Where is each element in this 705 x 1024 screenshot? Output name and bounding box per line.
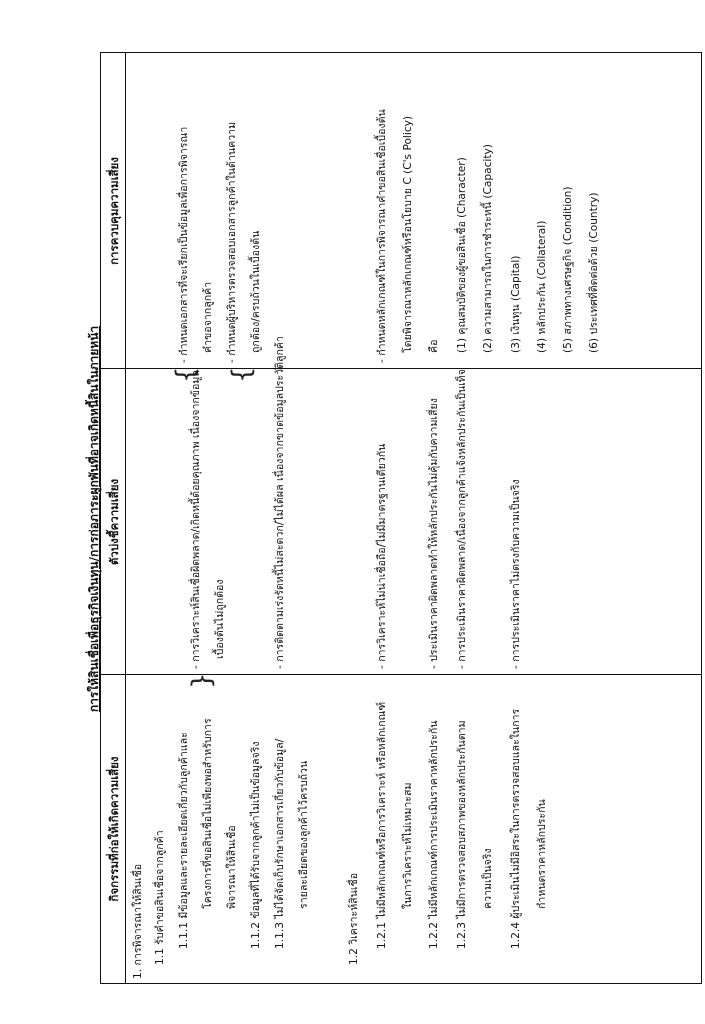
activity-line: 1.2.1 ไม่มีหลักเกณฑ์หรือการวิเคราะห์ หรือหลักเกณฑ์ — [376, 701, 388, 949]
activity-line: 1.1 รับคำขอสินเชื่อจากลูกค้า — [154, 830, 166, 965]
activity-line: โครงการที่ขอสินเชื่อไม่เพียงพอสำหรับการ — [202, 718, 214, 909]
activity-line: รายละเอียดของลูกค้าไว้ครบถ้วน — [298, 760, 310, 909]
header-activity: กิจกรรมที่ก่อให้เกิดความเสี่ยง — [107, 756, 121, 902]
brace-icon: } — [187, 672, 217, 689]
brace-icon: { — [171, 366, 201, 383]
activity-line: ความเป็นจริง — [482, 848, 494, 909]
indicator-line: - การประเมินราคาไม่ตรงกับความเป็นจริง — [510, 479, 522, 669]
indicator-line: - ประเมินราคาผิดพลาดทำให้หลักประกันไม่คุ้มกับความเสี่ยง — [428, 398, 440, 669]
control-line: (4) หลักประกัน (Collateral) — [536, 220, 548, 353]
control-line: (5) สภาพทางเศรษฐกิจ (Condition) — [562, 186, 574, 353]
activity-line: กำหนดราคาหลักประกัน — [536, 799, 548, 909]
indicator-line: - การวิเคราะห์ไม่น่าเชื่อถือ/ไม่มีมาตรฐานเดียวกัน — [376, 443, 388, 669]
activity-line: 1.2.3 ไม่มีการตรวจสอบสภาพของหลักประกันตาม — [456, 720, 468, 949]
control-line: (1) คุณสมบัติของผู้ขอสินเชื่อ (Character) — [456, 157, 468, 353]
indicator-line: - การติดตามเร่งรัดหนี้ไม่สะดวก/ไม่ได้ผล เนื่องจากขาดข้อมูลประวัติลูกค้า — [274, 336, 286, 669]
activity-line: 1.2.2 ไม่มีหลักเกณฑ์การประเมินราคาหลักประกัน — [428, 720, 440, 949]
activity-line: พิจารณาให้สินเชื่อ — [226, 825, 238, 909]
control-line: (2) ความสามารถในการชำระหนี้ (Capacity) — [482, 144, 494, 353]
control-line: - กำหนดผู้บริหารตรวจสอบเอกสารลูกค้าในด้านความ — [226, 121, 238, 363]
header-divider — [125, 53, 126, 983]
activity-line: 1.2 วิเคราะห์สินเชื่อ — [348, 872, 360, 965]
activity-line: 1.2.4 ผู้ประเมินไม่มีอิสระในการตรวจสอบและในการ — [510, 708, 522, 949]
control-line: - กำหนดเอกสารที่จะเรียกเป็นข้อมูลเพื่อการพิจารณา — [178, 126, 190, 363]
indicator-line: - การวิเคราะห์สินเชื่อผิดพลาด/เกิดหนี้ด้อยคุณภาพ เนื่องจากข้อมูล — [190, 370, 202, 669]
activity-line: 1. การพิจารณาให้สินเชื่อ — [132, 863, 144, 979]
control-line: โดยพิจารณาหลักเกณฑ์หรือนโยบาย C (C's Policy) — [402, 115, 414, 353]
control-line: (6) ประเทศที่ติดต่อด้วย (Country) — [588, 192, 600, 353]
indicator-line: - การประเมินราคาผิดพลาด/เนื่องจากลูกค้าแจ้งหลักประกันเป็นเท็จ — [456, 369, 468, 669]
control-line: (3) เงินทุน (Capital) — [510, 255, 522, 353]
indicator-line: เบื้องต้นไม่ถูกต้อง — [214, 579, 226, 659]
header-risk-indicator: ตัวบ่งชี้ความเสี่ยง — [107, 478, 121, 566]
activity-line: ในการวิเคราะห์ไม่เหมาะสม — [402, 782, 414, 909]
control-line: คือ — [428, 339, 440, 353]
activity-line: 1.1.2 ข้อมูลที่ได้รับจากลูกค้าไม่เป็นข้อมูลจริง — [250, 741, 262, 949]
brace-icon: { — [227, 366, 257, 383]
table-title: การให้สินเชื่อเพื่อธุรกิจเงินทุน/การก่อภาระผูกพันที่อาจเกิดหนี้สินในภายหน้า — [87, 325, 101, 713]
header-risk-control: การควบคุมความเสี่ยง — [107, 157, 121, 265]
activity-line: 1.1.1 มีข้อมูลและรายละเอียดเกี่ยวกับลูกค้าและ — [178, 732, 190, 949]
control-line: - กำหนดหลักเกณฑ์ในการพิจารณาคำขอสินเชื่อเบื้องต้น — [376, 109, 388, 363]
activity-line: 1.1.3 ไม่ได้จัดเก็บรักษาเอกสารเกี่ยวกับข้อมูล/ — [274, 738, 286, 949]
control-line: คำขอจากลูกค้า — [202, 281, 214, 353]
control-line: ถูกต้อง/ครบถ้วนในเบื้องต้น — [250, 230, 262, 353]
risk-table — [100, 52, 702, 984]
